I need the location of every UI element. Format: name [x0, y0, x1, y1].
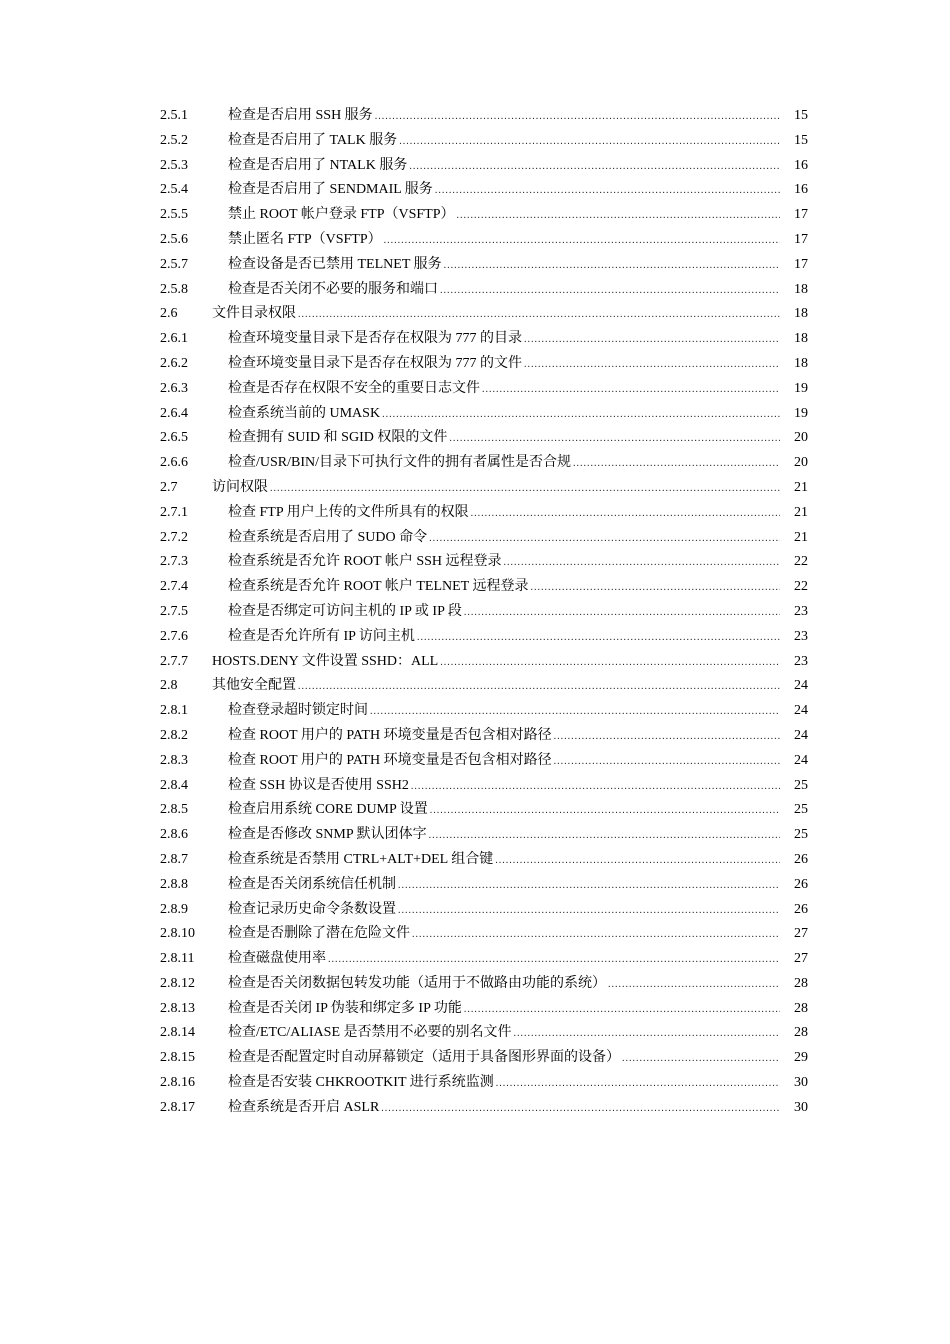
toc-entry-page-number: 23: [794, 628, 808, 644]
toc-entry-title: 检查环境变量目录下是否存在权限为 777 的目录: [228, 331, 522, 347]
toc-entry-title: 检查系统是否禁用 CTRL+ALT+DEL 组合键: [228, 851, 494, 867]
toc-entry-title-line: [228, 947, 780, 973]
toc-entry-page-number: 19: [794, 405, 808, 421]
toc-entry-title-line: [228, 1021, 780, 1047]
dot-leader: [471, 502, 780, 527]
toc-entry-page-number: 27: [794, 926, 808, 942]
toc-entry-title-line: [228, 228, 780, 254]
toc-entry[interactable]: [160, 873, 808, 898]
toc-entry-number: 2.8.9: [160, 901, 188, 917]
toc-entry-title-line: [228, 253, 780, 279]
toc-entry[interactable]: [160, 724, 808, 749]
toc-entry[interactable]: [160, 228, 808, 253]
toc-entry-title: 检查 ROOT 用户的 PATH 环境变量是否包含相对路径: [228, 727, 552, 743]
dot-leader: [573, 452, 780, 477]
toc-entry-title-line: [228, 426, 780, 452]
toc-entry-title: 检查是否关闭数据包转发功能（适用于不做路由功能的系统）: [228, 975, 606, 991]
toc-entry[interactable]: [160, 402, 808, 427]
toc-entry[interactable]: [160, 104, 808, 129]
toc-entry-number: 2.8.16: [160, 1075, 195, 1091]
toc-entry-number: 2.5.2: [160, 132, 188, 148]
dot-leader: [382, 403, 780, 428]
toc-entry-title: 检查系统是否开启 ASLR: [228, 1099, 380, 1115]
dot-leader: [495, 849, 780, 874]
toc-entry-number: 2.8.14: [160, 1025, 195, 1041]
toc-entry-title: 检查 SSH 协议是否使用 SSH2: [228, 777, 409, 793]
toc-entry-title: 检查是否修改 SNMP 默认团体字: [228, 827, 427, 843]
toc-entry-page-number: 17: [794, 207, 808, 223]
toc-entry-page-number: 24: [794, 752, 808, 768]
dot-leader: [464, 998, 780, 1023]
dot-leader: [524, 353, 780, 378]
toc-entry-title: 检查拥有 SUID 和 SGID 权限的文件: [228, 430, 448, 446]
toc-entry[interactable]: [160, 451, 808, 476]
toc-entry-number: 2.5.4: [160, 182, 188, 198]
dot-leader: [482, 378, 780, 403]
toc-entry-title: 其他安全配置: [212, 678, 296, 694]
toc-entry[interactable]: [160, 476, 808, 501]
toc-entry-title-line: [228, 699, 780, 725]
toc-entry-title-line: [228, 352, 780, 378]
dot-leader: [381, 1097, 780, 1122]
toc-entry-page-number: 23: [794, 603, 808, 619]
toc-entry[interactable]: [160, 749, 808, 774]
toc-entry[interactable]: [160, 526, 808, 551]
toc-entry-title: 检查是否启用了 TALK 服务: [228, 132, 398, 148]
toc-entry-page-number: 27: [794, 951, 808, 967]
toc-entry-title: 检查/USR/BIN/目录下可执行文件的拥有者属性是否合规: [228, 455, 572, 471]
toc-entry-number: 2.5.6: [160, 231, 188, 247]
toc-entry-page-number: 28: [794, 975, 808, 991]
toc-entry-title-line: [228, 774, 780, 800]
toc-entry[interactable]: [160, 600, 808, 625]
toc-entry-page-number: 22: [794, 554, 808, 570]
toc-entry-title-line: [228, 402, 780, 428]
toc-entry-number: 2.7.4: [160, 579, 188, 595]
toc-entry-number: 2.8.3: [160, 752, 188, 768]
toc-entry-title-line: [228, 1071, 780, 1097]
toc-entry-title-line: [228, 997, 780, 1023]
dot-leader: [449, 427, 780, 452]
dot-leader: [298, 675, 780, 700]
dot-leader: [496, 1072, 780, 1097]
toc-entry-number: 2.8.10: [160, 926, 195, 942]
dot-leader: [524, 328, 780, 353]
toc-entry-number: 2.8.7: [160, 851, 188, 867]
toc-entry-title: 检查系统是否启用了 SUDO 命令: [228, 529, 428, 545]
toc-entry-title: 检查是否关闭系统信任机制: [228, 876, 396, 892]
toc-entry-title: 检查是否关闭不必要的服务和端口: [228, 281, 438, 297]
toc-entry[interactable]: [160, 1046, 808, 1071]
toc-entry-title: 检查是否启用 SSH 服务: [228, 108, 373, 123]
dot-leader: [328, 948, 780, 973]
toc-entry-page-number: 25: [794, 777, 808, 793]
toc-entry-number: 2.7.5: [160, 603, 188, 619]
dot-leader: [412, 923, 780, 948]
toc-entry-page-number: 21: [794, 529, 808, 545]
toc-entry[interactable]: [160, 972, 808, 997]
toc-entry-title-line: [228, 798, 780, 824]
toc-entry-title: 检查系统当前的 UMASK: [228, 405, 381, 421]
toc-entry-page-number: 18: [794, 355, 808, 371]
toc-entry-title: 检查是否删除了潜在危险文件: [228, 926, 410, 942]
toc-entry-number: 2.7.7: [160, 653, 188, 669]
toc-entry-title-line: [228, 922, 780, 948]
toc-entry-page-number: 28: [794, 1000, 808, 1016]
toc-entry-title-line: [228, 575, 780, 601]
toc-entry-title-line: [228, 625, 780, 651]
toc-entry-title: 检查 ROOT 用户的 PATH 环境变量是否包含相对路径: [228, 752, 552, 768]
dot-leader: [370, 700, 780, 725]
dot-leader: [554, 750, 780, 775]
toc-entry-page-number: 17: [794, 256, 808, 272]
toc-entry[interactable]: [160, 1021, 808, 1046]
table-of-contents: [160, 104, 808, 1121]
toc-entry-title-line: [228, 1096, 780, 1122]
toc-entry-number: 2.6.1: [160, 331, 188, 347]
toc-entry[interactable]: [160, 798, 808, 823]
toc-entry-title: 检查设备是否已禁用 TELNET 服务: [228, 256, 442, 272]
toc-entry-title-line: [228, 278, 780, 304]
toc-entry-page-number: 21: [794, 479, 808, 495]
toc-entry-title: 检查是否允许所有 IP 访问主机: [228, 628, 415, 644]
toc-entry[interactable]: [160, 922, 808, 947]
toc-entry-number: 2.8.4: [160, 777, 188, 793]
toc-entry-number: 2.8.1: [160, 703, 188, 719]
toc-entry-page-number: 26: [794, 901, 808, 917]
dot-leader: [270, 477, 780, 502]
toc-entry[interactable]: [160, 674, 808, 699]
toc-entry-title: 检查是否关闭 IP 伪装和绑定多 IP 功能: [228, 1000, 462, 1016]
dot-leader: [375, 105, 780, 130]
toc-entry-title: 检查系统是否允许 ROOT 帐户 TELNET 远程登录: [228, 579, 529, 595]
toc-entry[interactable]: [160, 823, 808, 848]
toc-entry-title: 检查登录超时锁定时间: [228, 703, 368, 719]
dot-leader: [429, 527, 780, 552]
toc-entry-number: 2.6.6: [160, 455, 188, 471]
toc-entry-number: 2.8.5: [160, 802, 188, 818]
toc-entry[interactable]: [160, 203, 808, 228]
dot-leader: [530, 576, 780, 601]
toc-entry-title-line: [212, 650, 780, 676]
toc-entry[interactable]: [160, 178, 808, 203]
toc-entry-title-line: [228, 104, 780, 130]
toc-entry-title-line: [228, 129, 780, 155]
dot-leader: [398, 874, 780, 899]
toc-entry-title-line: [228, 154, 780, 180]
toc-entry[interactable]: [160, 1071, 808, 1096]
toc-entry-page-number: 16: [794, 182, 808, 198]
toc-entry-title: 检查环境变量目录下是否存在权限为 777 的文件: [228, 355, 522, 371]
toc-entry[interactable]: [160, 997, 808, 1022]
toc-entry-title: 检查记录历史命令条数设置: [228, 901, 396, 917]
toc-entry[interactable]: [160, 550, 808, 575]
toc-entry[interactable]: [160, 848, 808, 873]
toc-entry-number: 2.5.7: [160, 256, 188, 272]
toc-entry-title: 访问权限: [212, 479, 268, 495]
toc-entry-page-number: 15: [794, 132, 808, 148]
toc-entry-title-line: [228, 898, 780, 924]
toc-entry-title: 检查是否启用了 SENDMAIL 服务: [228, 182, 433, 198]
toc-entry-title-line: [228, 550, 780, 576]
toc-entry-number: 2.8.15: [160, 1050, 195, 1066]
dot-leader: [444, 254, 780, 279]
toc-entry-title: 检查是否配置定时自动屏幕锁定（适用于具备图形界面的设备）: [228, 1050, 620, 1066]
toc-entry-title: 禁止 ROOT 帐户登录 FTP（VSFTP）: [228, 207, 455, 223]
toc-entry[interactable]: [160, 575, 808, 600]
toc-entry-page-number: 24: [794, 703, 808, 719]
toc-entry[interactable]: [160, 278, 808, 303]
toc-entry-title-line: [228, 526, 780, 552]
toc-entry-number: 2.8.12: [160, 975, 195, 991]
toc-entry-number: 2.7.3: [160, 554, 188, 570]
toc-entry[interactable]: [160, 650, 808, 675]
toc-entry[interactable]: [160, 1096, 808, 1121]
dot-leader: [464, 601, 780, 626]
toc-entry-number: 2.8.6: [160, 827, 188, 843]
toc-entry-title: 检查磁盘使用率: [228, 951, 326, 967]
toc-entry-page-number: 18: [794, 281, 808, 297]
toc-entry-page-number: 24: [794, 678, 808, 694]
toc-entry-title: HOSTS.DENY 文件设置 SSHD：ALL: [212, 653, 439, 669]
toc-entry-page-number: 20: [794, 455, 808, 471]
toc-entry-title: 检查是否存在权限不安全的重要日志文件: [228, 380, 480, 396]
toc-entry-number: 2.7.6: [160, 628, 188, 644]
toc-entry-page-number: 18: [794, 306, 808, 322]
toc-entry[interactable]: [160, 898, 808, 923]
toc-entry-page-number: 20: [794, 430, 808, 446]
toc-entry[interactable]: [160, 501, 808, 526]
dot-leader: [504, 551, 780, 576]
toc-entry-title-line: [212, 476, 780, 502]
toc-entry-number: 2.6.2: [160, 355, 188, 371]
toc-entry-number: 2.5.3: [160, 157, 188, 173]
dot-leader: [399, 130, 780, 155]
toc-entry-page-number: 30: [794, 1075, 808, 1091]
toc-entry-page-number: 29: [794, 1050, 808, 1066]
toc-entry-page-number: 21: [794, 504, 808, 520]
toc-entry-number: 2.7.2: [160, 529, 188, 545]
dot-leader: [457, 204, 780, 229]
toc-entry-page-number: 16: [794, 157, 808, 173]
dot-leader: [409, 155, 780, 180]
toc-entry-title-line: [228, 600, 780, 626]
toc-entry-page-number: 19: [794, 380, 808, 396]
toc-entry-page-number: 15: [794, 108, 808, 123]
toc-entry-title-line: [228, 972, 780, 998]
dot-leader: [622, 1047, 780, 1072]
dot-leader: [384, 229, 780, 254]
toc-entry-page-number: 22: [794, 579, 808, 595]
toc-entry-page-number: 30: [794, 1099, 808, 1115]
dot-leader: [398, 899, 780, 924]
toc-entry-title-line: [212, 302, 780, 328]
dot-leader: [411, 775, 780, 800]
toc-entry-title: 文件目录权限: [212, 306, 296, 322]
toc-entry-number: 2.6.4: [160, 405, 188, 421]
toc-entry[interactable]: [160, 253, 808, 278]
toc-entry-number: 2.8.8: [160, 876, 188, 892]
toc-entry-title-line: [228, 327, 780, 353]
dot-leader: [608, 973, 780, 998]
toc-entry[interactable]: [160, 129, 808, 154]
toc-entry-title-line: [228, 724, 780, 750]
toc-entry-page-number: 26: [794, 876, 808, 892]
toc-entry-number: 2.6: [160, 306, 178, 322]
toc-entry-number: 2.8.2: [160, 727, 188, 743]
dot-leader: [514, 1022, 781, 1047]
toc-entry-title-line: [228, 178, 780, 204]
dot-leader: [417, 626, 780, 651]
toc-entry-number: 2.6.5: [160, 430, 188, 446]
toc-entry-title-line: [228, 823, 780, 849]
toc-entry-title: 检查 FTP 用户上传的文件所具有的权限: [228, 504, 469, 520]
toc-entry-title-line: [228, 501, 780, 527]
toc-entry-title: 检查是否绑定可访问主机的 IP 或 IP 段: [228, 603, 462, 619]
toc-entry-title: 禁止匿名 FTP（VSFTP）: [228, 231, 382, 247]
toc-entry-title-line: [228, 377, 780, 403]
toc-entry[interactable]: [160, 625, 808, 650]
dot-leader: [435, 179, 780, 204]
toc-entry[interactable]: [160, 947, 808, 972]
toc-entry[interactable]: [160, 426, 808, 451]
toc-entry[interactable]: [160, 302, 808, 327]
toc-entry-number: 2.6.3: [160, 380, 188, 396]
toc-entry-page-number: 25: [794, 827, 808, 843]
toc-entry-number: 2.7.1: [160, 504, 188, 520]
toc-entry-page-number: 18: [794, 331, 808, 347]
toc-entry-title: 检查启用系统 CORE DUMP 设置: [228, 802, 428, 818]
toc-entry-title-line: [228, 1046, 780, 1072]
toc-entry-number: 2.8: [160, 678, 178, 694]
toc-entry-title-line: [212, 674, 780, 700]
toc-entry-number: 2.5.8: [160, 281, 188, 297]
dot-leader: [554, 725, 780, 750]
toc-entry-number: 2.8.11: [160, 951, 195, 967]
dot-leader: [298, 303, 780, 328]
toc-entry-title-line: [228, 203, 780, 229]
toc-entry-page-number: 24: [794, 727, 808, 743]
toc-entry-number: 2.8.17: [160, 1099, 195, 1115]
toc-entry-title: 检查系统是否允许 ROOT 帐户 SSH 远程登录: [228, 554, 502, 570]
dot-leader: [440, 279, 780, 304]
toc-entry-page-number: 25: [794, 802, 808, 818]
toc-entry-title: 检查是否启用了 NTALK 服务: [228, 157, 408, 173]
toc-entry-page-number: 17: [794, 231, 808, 247]
toc-entry-number: 2.7: [160, 479, 178, 495]
toc-entry[interactable]: [160, 377, 808, 402]
toc-entry-page-number: 26: [794, 851, 808, 867]
toc-entry-number: 2.5.1: [160, 108, 188, 123]
dot-leader: [430, 799, 780, 824]
dot-leader: [429, 824, 780, 849]
toc-entry[interactable]: [160, 352, 808, 377]
toc-entry-title: 检查/ETC/ALIASE 是否禁用不必要的别名文件: [228, 1025, 512, 1041]
dot-leader: [440, 651, 780, 676]
toc-entry-number: 2.8.13: [160, 1000, 195, 1016]
toc-entry-number: 2.5.5: [160, 207, 188, 223]
toc-entry[interactable]: [160, 774, 808, 799]
toc-entry-title: 检查是否安装 CHKROOTKIT 进行系统监测: [228, 1075, 494, 1091]
toc-entry[interactable]: [160, 154, 808, 179]
toc-entry-title-line: [228, 749, 780, 775]
toc-entry[interactable]: [160, 699, 808, 724]
toc-entry[interactable]: [160, 327, 808, 352]
toc-entry-page-number: 28: [794, 1025, 808, 1041]
toc-entry-title-line: [228, 873, 780, 899]
toc-entry-page-number: 23: [794, 653, 808, 669]
toc-entry-title-line: [228, 451, 780, 477]
toc-entry-title-line: [228, 848, 780, 874]
